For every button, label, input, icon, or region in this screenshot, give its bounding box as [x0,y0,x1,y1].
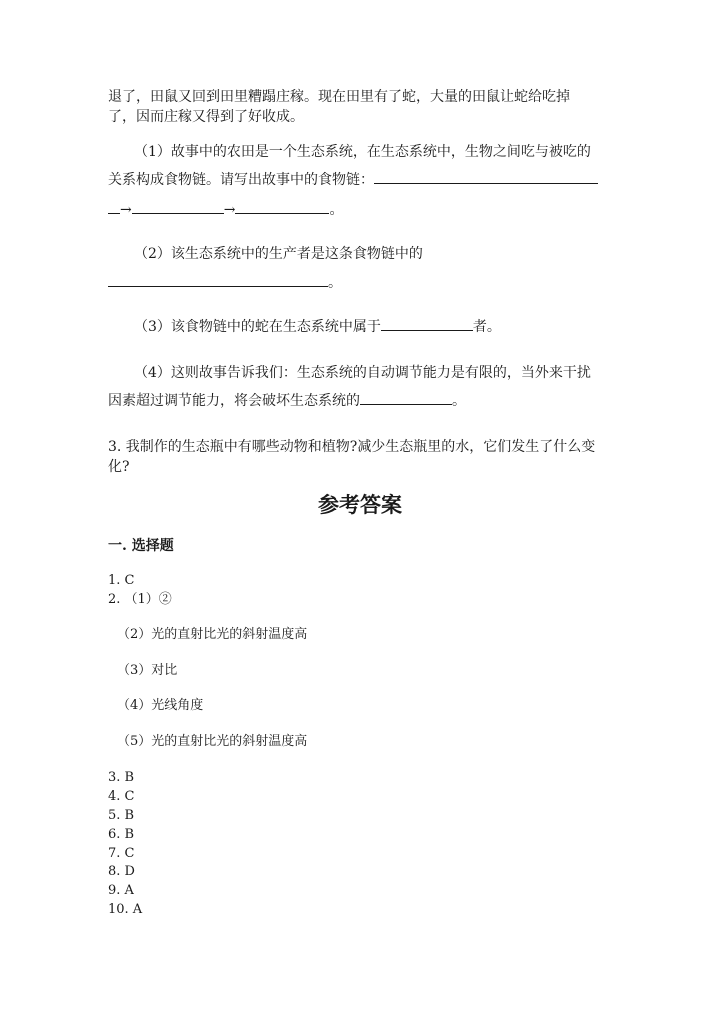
food-chain-arrow-2: → [223,202,236,218]
q3-eco-bottle-line-1: 3. 我制作的生态瓶中有哪些动物和植物?减少生态瓶里的水，它们发生了什么变 [108,439,596,455]
answer-10: 10. A [108,902,143,917]
q2-line-2 [108,274,342,292]
q4-line-1: （4）这则故事告诉我们：生态系统的自动调节能力是有限的，当外来干扰 [134,365,591,381]
q3-text: （3）该食物链中的蛇在生态系统中属于 [134,319,381,335]
answer-2: 2. （1）② [108,592,172,607]
answer-2-sub-4: （4）光线角度 [117,698,204,713]
food-chain-blank-1-cont[interactable] [108,201,120,214]
answer-3: 3. B [108,770,135,785]
q4-period: 。 [452,393,466,409]
food-chain-arrow-1: → [120,202,132,218]
section-heading: 一. 选择题 [108,538,174,554]
q4-line-2 [108,392,466,410]
answer-2-sub-5: （5）光的直射比光的斜射温度高 [117,734,308,749]
q3-line [134,318,501,336]
q1-line-3 [108,201,343,219]
answer-6: 6. B [108,827,135,842]
q3-suffix: 者。 [472,319,501,335]
story-line-1: 退了，田鼠又回到田里糟蹋庄稼。现在田里有了蛇，大量的田鼠让蛇给吃掉 [108,89,570,105]
q1-period: 。 [329,202,344,218]
q2-period: 。 [328,275,342,291]
answer-key-title: 参考答案 [318,492,402,517]
story-line-2: 了，因而庄稼又得到了好收成。 [108,109,304,125]
answer-2-sub-2: （2）光的直射比光的斜射温度高 [117,627,308,642]
producer-blank[interactable] [108,274,328,287]
answer-5: 5. B [108,808,135,823]
balance-blank[interactable] [360,392,452,405]
food-chain-blank-2[interactable] [132,201,224,214]
q2-line-1: （2）该生态系统中的生产者是这条食物链中的 [134,246,423,262]
food-chain-blank-1[interactable] [374,171,598,184]
q4-line-2-text: 因素超过调节能力，将会破坏生态系统的 [108,393,360,409]
q1-line-2-text: 关系构成食物链。请写出故事中的食物链： [108,172,374,188]
answer-9: 9. A [108,883,134,898]
food-chain-blank-3[interactable] [235,201,329,214]
q1-line-2 [108,171,598,189]
answer-1: 1. C [108,573,135,588]
q1-line-1: （1）故事中的农田是一个生态系统，在生态系统中，生物之间吃与被吃的 [134,144,591,160]
answer-2-sub-3: （3）对比 [117,663,178,678]
q3-eco-bottle-line-2: 化? [108,459,130,475]
answer-8: 8. D [108,864,135,879]
answer-4: 4. C [108,789,135,804]
answer-7: 7. C [108,846,135,861]
consumer-blank[interactable] [381,318,473,331]
